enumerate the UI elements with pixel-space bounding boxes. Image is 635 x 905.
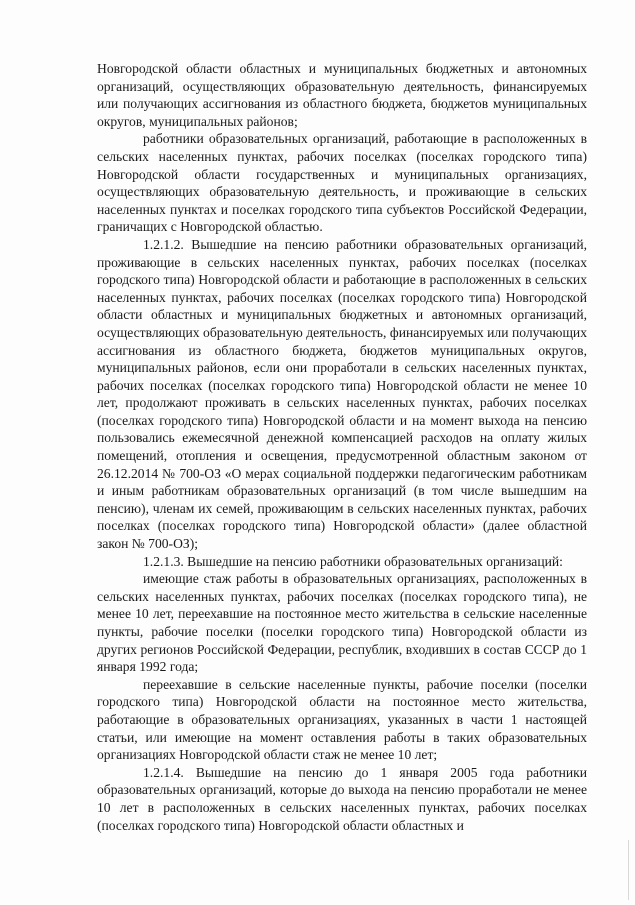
paragraph-1: Новгородской области областных и муниципальных бюджетных и автономных организаций, осуществляющих образовательную деятельность, финансируемых или получающих ассигнования из областного бюджета, бюджетов муниципальных округов, муниципальных районов; [97,61,587,129]
document-body [97,60,587,834]
scan-edge-mark [628,840,629,900]
paragraph-2: работники образовательных организаций, работающие в расположенных в сельских населенных пунктах, рабочих поселках (поселках городского типа) Новгородской области государственных и муниципальных организациях, осуществляющих образовательную деятельность, и проживающие в сельских населенных пунктах и поселках городского типа субъектов Российской Федерации, граничащих с Новгородской областью. [97,131,587,235]
paragraph-5: имеющие стаж работы в образовательных организациях, расположенных в сельских населенных пунктах, рабочих поселках (поселках городского типа), не менее 10 лет, переехавшие на постоянное место жительства в сельские населенные пункты, рабочие поселки (поселки городского типа) Новгородской области из других регионов Российской Федерации, республик, входивших в состав СССР до 1 января 1992 года; [97,571,587,675]
paragraph-3: 1.2.1.2. Вышедшие на пенсию работники образовательных организаций, проживающие в сельских населенных пунктах, рабочих поселках (поселках городского типа) Новгородской области и работающие в расположенных в сельских населенных пунктах, рабочих поселках (поселках городского типа) Новгородской области областных и муниципальных бюджетных и автономных организаций, осуществляющих образовательную деятельность, финансируемых или получающих ассигнования из областного бюджета, бюджетов муниципальных округов, муниципальных районов, если они проработали в сельских населенных пунктах, рабочих поселках (поселках городского типа) Новгородской области не менее 10 лет, продолжают проживать в сельских населенных пунктах, рабочих поселках (поселках городского типа) Новгородской области и на момент выхода на пенсию пользовались ежемесячной денежной компенсацией расходов на оплату жилых помещений, отопления и освещения, предусмотренной областным законом от 26.12.2014 № 700-ОЗ «О мерах социальной поддержки педагогическим работникам и иным работникам образовательных организаций (в том числе вышедшим на пенсию), членам их семей, проживающим в сельских населенных пунктах, рабочих поселках (поселках городского типа) Новгородской области» (далее областной закон № 700-ОЗ); [97,236,587,552]
paragraph-6: переехавшие в сельские населенные пункты, рабочие поселки (поселки городского типа) Новгородской области на постоянное место жительства, работающие в образовательных организациях, указанных в части 1 настоящей статьи, или имеющие на момент оставления работы в таких образовательных организациях Новгородской области стаж не менее 10 лет; [97,676,587,763]
paragraph-7: 1.2.1.4. Вышедшие на пенсию до 1 января 2005 года работники образовательных организаций, которые до выхода на пенсию проработали не менее 10 лет в расположенных в сельских населенных пунктах, рабочих поселках (поселках городского типа) Новгородской области областных и [97,764,587,833]
paragraph-4: 1.2.1.3. Вышедшие на пенсию работники образовательных организаций: [143,553,563,569]
